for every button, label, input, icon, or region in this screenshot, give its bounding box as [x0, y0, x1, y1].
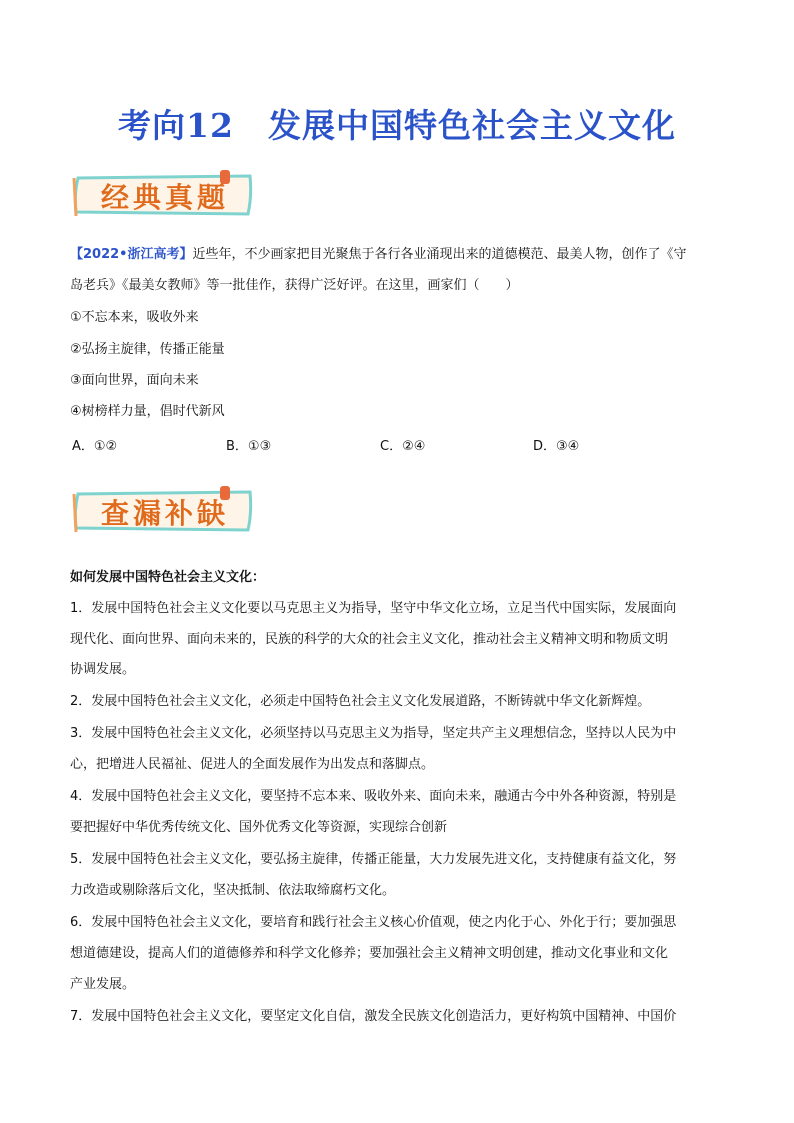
body-line: 心，把增进人民福祉、促进人的全面发展作为出发点和落脚点。	[70, 757, 435, 772]
question-line-2: 岛老兵》《最美女教师》等一批佳作，获得广泛好评。在这里，画家们（ ）	[70, 278, 519, 293]
badge-label: 查漏补缺	[100, 497, 229, 530]
body-line: 4．发展中国特色社会主义文化，要坚持不忘本来、吸收外来、面向未来，融通古今中外各种资源，特别是	[70, 789, 677, 804]
option-c: C．②④	[380, 439, 426, 454]
section-badge-review	[70, 484, 256, 536]
body-line: 产业发展。	[70, 977, 136, 992]
body-line: 7．发展中国特色社会主义文化，要坚定文化自信，激发全民族文化创造活力，更好构筑中国精神、中国价	[70, 1009, 677, 1024]
body-line: 1．发展中国特色社会主义文化要以马克思主义为指导，坚守中华文化立场，立足当代中国实际，发展面向	[70, 601, 677, 616]
question-item: ①不忘本来，吸收外来	[70, 310, 199, 325]
body-line: 力改造或剔除落后文化，坚决抵制、依法取缔腐朽文化。	[70, 883, 396, 898]
question-item: ②弘扬主旋律，传播正能量	[70, 342, 225, 357]
badge-label: 经典真题	[100, 181, 229, 214]
page-title: 考向12 发展中国特色社会主义文化	[118, 106, 676, 145]
body-line: 协调发展。	[70, 662, 136, 677]
option-a: A．①②	[72, 439, 118, 454]
body-line: 现代化、面向世界、面向未来的，民族的科学的大众的社会主义文化，推动社会主义精神文明和物质文明	[70, 632, 669, 647]
section-heading: 如何发展中国特色社会主义文化：	[70, 570, 266, 585]
section-badge-classic	[70, 168, 256, 220]
body-line: 2．发展中国特色社会主义文化，必须走中国特色社会主义文化发展道路，不断铸就中华文化新辉煌。	[70, 694, 651, 709]
question-item: ③面向世界，面向未来	[70, 373, 199, 388]
body-line: 6．发展中国特色社会主义文化，要培育和践行社会主义核心价值观，使之内化于心、外化于行；要加强思	[70, 915, 677, 930]
body-line: 5．发展中国特色社会主义文化，要弘扬主旋律，传播正能量，大力发展先进文化，支持健康有益文化，努	[70, 852, 677, 867]
question-source: 【2022•浙江高考】	[70, 247, 193, 262]
body-line: 想道德建设，提高人们的道德修养和科学文化修养；要加强社会主义精神文明创建，推动文化事业和文化	[70, 946, 669, 961]
option-d: D．③④	[533, 439, 580, 454]
option-b: B．①③	[226, 439, 272, 454]
body-line: 要把握好中华优秀传统文化、国外优秀文化等资源，实现综合创新	[70, 820, 448, 835]
question-line-1: 【2022•浙江高考】近些年，不少画家把目光聚焦于各行各业涌现出来的道德模范、最美人物，创作了《守	[70, 247, 687, 262]
question-item: ④树榜样力量，倡时代新风	[70, 404, 225, 419]
body-line: 3．发展中国特色社会主义文化，必须坚持以马克思主义为指导，坚定共产主义理想信念，坚持以人民为中	[70, 726, 677, 741]
